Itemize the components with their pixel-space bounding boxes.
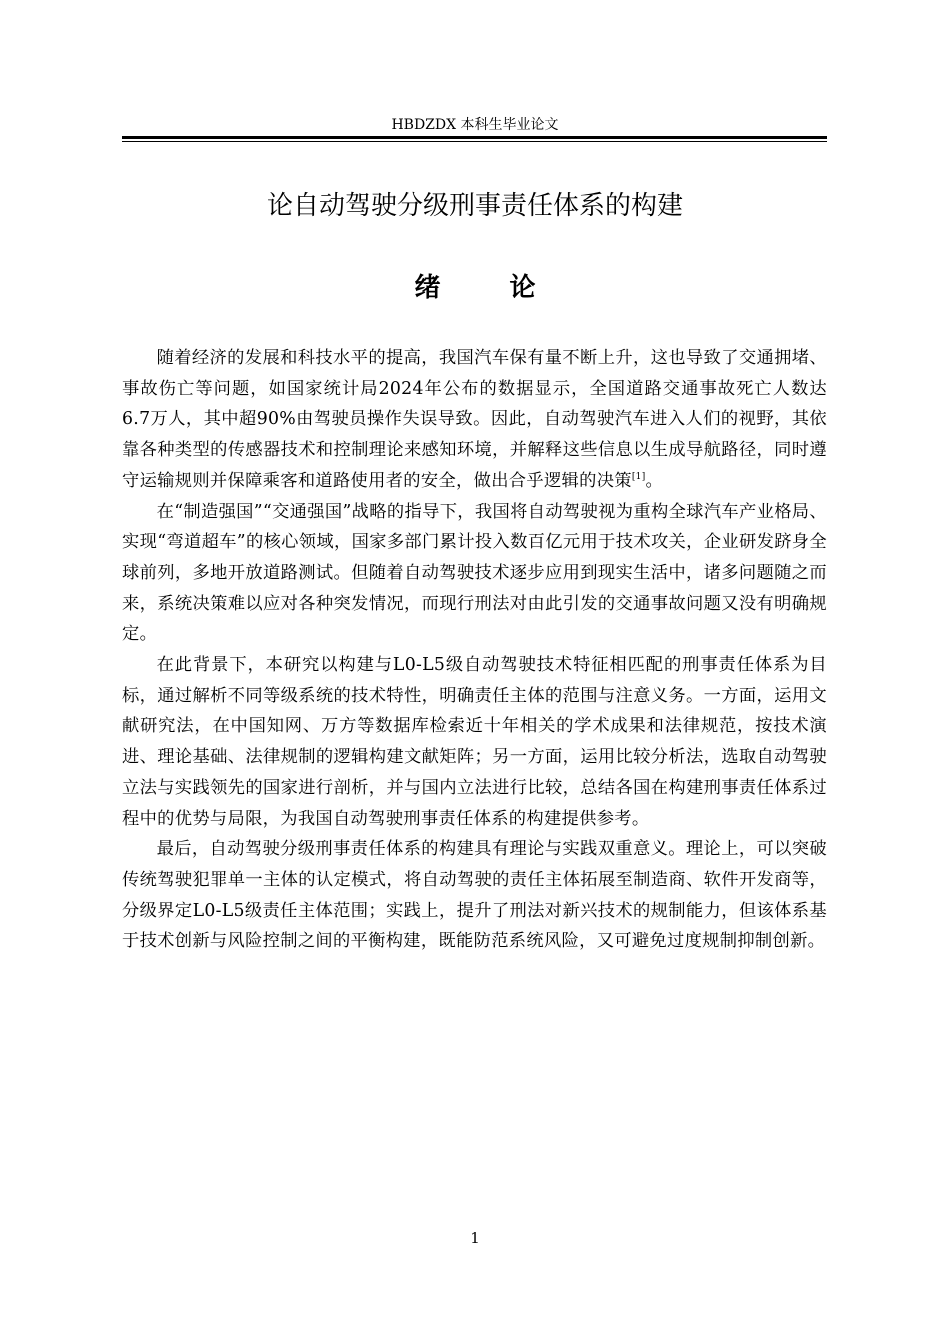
paragraph-4: 最后，自动驾驶分级刑事责任体系的构建具有理论与实践双重意义。理论上，可以突破传统驾驶犯罪单一主体的认定模式，将自动驾驶的责任主体拓展至制造商、软件开发商等，分级界定L0-L5级责任主体范围；实践上，提升了刑法对新兴技术的规制能力，但该体系基于技术创新与风险控制之间的平衡构建，既能防范系统风险，又可避免过度规制抑制创新。 [122,839,827,952]
paragraph-3: 在此背景下，本研究以构建与L0-L5级自动驾驶技术特征相匹配的刑事责任体系为目标，通过解析不同等级系统的技术特性，明确责任主体的范围与注意义务。一方面，运用文献研究法，在中国知网、万方等数据库检索近十年相关的学术成果和法律规范，按技术演进、理论基础、法律规制的逻辑构建文献矩阵；另一方面，运用比较分析法，选取自动驾驶立法与实践领先的国家进行剖析，并与国内立法进行比较，总结各国在构建刑事责任体系过程中的优势与局限，为我国自动驾驶刑事责任体系的构建提供参考。 [122,655,827,829]
paragraph-1-text: 随着经济的发展和科技水平的提高，我国汽车保有量不断上升，这也导致了交通拥堵、事故伤亡等问题，如国家统计局2024年公布的数据显示，全国道路交通事故死亡人数达6.7万人，其中超90%由驾驶员操作失误导致。因此，自动驾驶汽车进入人们的视野，其依靠各种类型的传感器技术和控制理论来感知环境，并解释这些信息以生成导航路径，同时遵守运输规则并保障乘客和道路使用者的安全，做出合乎逻辑的决策 [122,348,827,491]
running-header: HBDZDX 本科生毕业论文 [391,117,559,133]
document-title: 论自动驾驶分级刑事责任体系的构建 [266,191,683,221]
citation-1[interactable]: [1] [631,471,646,482]
header-rule-thin [122,141,827,142]
page-number: 1 [470,1229,480,1247]
paragraph-1-tail: 。 [645,470,664,491]
paragraph-2: 在“制造强国”“交通强国”战略的指导下，我国将自动驾驶视为重构全球汽车产业格局、实现“弯道超车”的核心领域，国家多部门累计投入数百亿元用于技术攻关，企业研发跻身全球前列，多地开放道路测试。但随着自动驾驶技术逐步应用到现实生活中，诸多问题随之而来，系统决策难以应对各种突发情况，而现行刑法对由此引发的交通事故问题又没有明确规定。 [122,501,827,645]
body-text [122,343,827,957]
paragraph-1 [122,343,827,497]
section-heading: 绪 论 [414,273,566,303]
header-rule-thick [122,136,827,139]
